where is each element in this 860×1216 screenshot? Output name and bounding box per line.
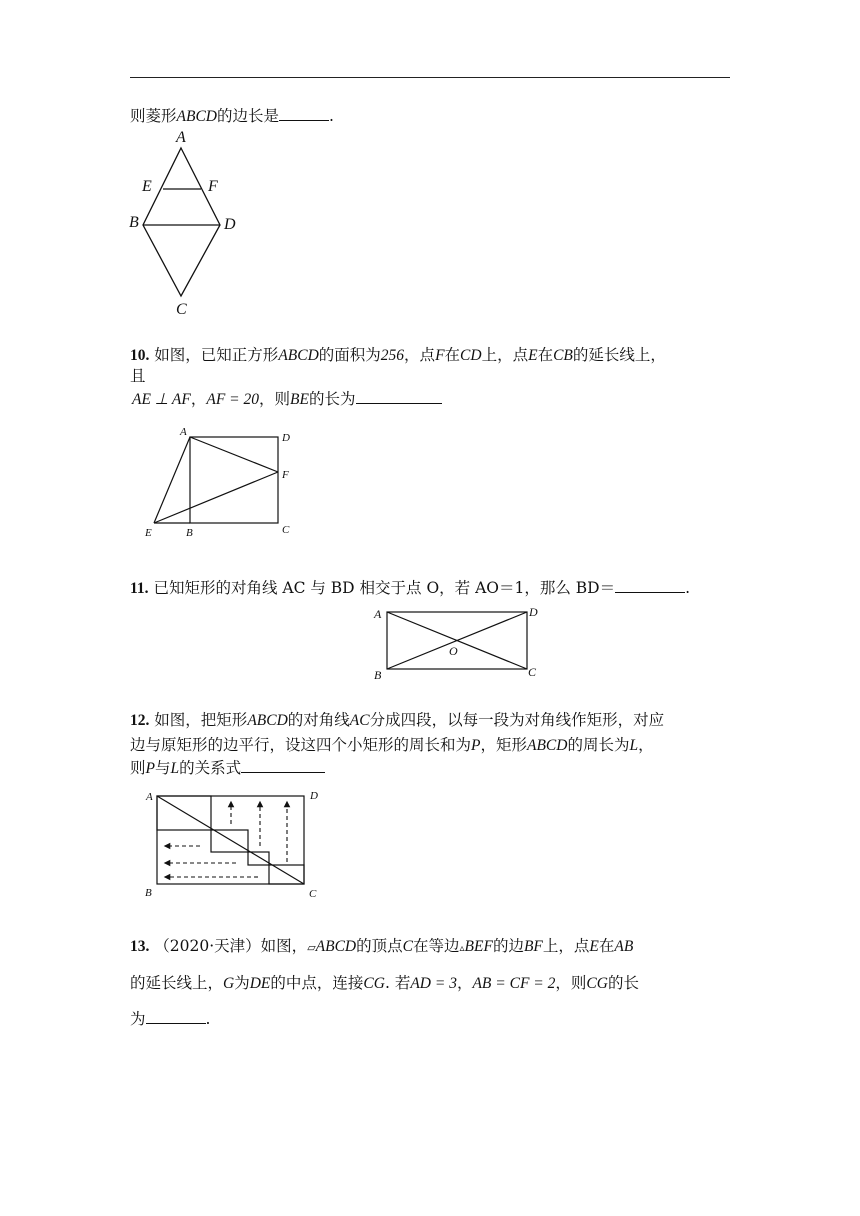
small-rect-2 [211, 830, 248, 852]
small-rect-3 [248, 852, 269, 865]
label-c: C [309, 888, 317, 900]
q11-answer-blank[interactable] [615, 578, 685, 593]
q10-line-1 [130, 345, 666, 366]
q12-text-1: 如图，把矩形 [149, 711, 248, 729]
q10-cond-2: AF = 20 [206, 391, 260, 408]
q10-text-1: 如图，已知正方形 [149, 346, 279, 364]
q12-text-9: 与 [154, 759, 171, 777]
label-b: B [374, 668, 382, 682]
q11-text: 已知矩形的对角线 AC 与 BD 相交于点 O，若 AO＝1，那么 BD＝ [148, 579, 616, 597]
q13-text-2: 的顶点 [356, 937, 403, 955]
label-a: A [180, 426, 187, 438]
q11-end: . [685, 579, 691, 597]
label-b: B [129, 214, 139, 231]
q13-de: DE [249, 975, 271, 992]
q12-text-6: 的周长为 [567, 736, 630, 754]
q12-text-7: ， [638, 736, 654, 754]
q12-text-8: 则 [130, 759, 146, 777]
label-a: A [374, 607, 382, 621]
q13-g: G [223, 975, 235, 992]
q10-sep: ， [190, 390, 207, 408]
q12-text-4: 边与原矩形的边平行，设这四个小矩形的周长和为 [130, 736, 472, 754]
q10-text-5: 上，点 [481, 346, 529, 364]
q9-tail [130, 106, 334, 127]
q13-answer-blank[interactable] [146, 1009, 206, 1024]
q12-l: L [629, 737, 639, 754]
q13-c: C [402, 938, 413, 955]
q10-text-8: ，则 [259, 390, 291, 408]
label-e: E [142, 178, 152, 195]
q13-cond-2: AB = CF = 2 [472, 975, 556, 992]
q10-square-figure [140, 425, 310, 540]
q10-abcd: ABCD [278, 347, 319, 364]
label-e: E [145, 527, 152, 539]
q10-cond-1: AE ⊥ AF [132, 391, 191, 408]
q13-text-6: 在 [598, 937, 615, 955]
q12-ac: AC [349, 712, 370, 729]
q10-f: F [435, 347, 445, 364]
q12-number: 12. [130, 712, 150, 729]
q12-text-3: 分成四段，以每一段为对角线作矩形，对应 [369, 711, 665, 729]
label-c: C [282, 524, 290, 536]
q13-text-9: 的中点，连接 [270, 974, 364, 992]
q9-text-2: 的边长是 [216, 107, 279, 125]
q13-cond-1: AD = 3 [410, 975, 457, 992]
q10-text-4: 在 [444, 346, 461, 364]
q13-text-11: ， [456, 974, 473, 992]
q10-be: BE [290, 391, 309, 408]
label-f: F [282, 469, 289, 481]
q10-area: 256 [380, 347, 405, 364]
q10-line-2 [130, 366, 146, 386]
q10-text-3: ，点 [404, 346, 436, 364]
label-a: A [146, 791, 153, 803]
label-o: O [449, 644, 458, 658]
q13-text-7: 的延长线上， [130, 974, 224, 992]
parallelogram-symbol-icon: ▱ [307, 941, 316, 954]
q11-line [130, 578, 690, 599]
q13-text-12: ，则 [555, 974, 587, 992]
q13-text-13: 的长 [607, 974, 639, 992]
q10-cb: CB [553, 347, 573, 364]
q13-bf: BF [523, 938, 543, 955]
q12-line-1 [130, 710, 664, 731]
q12-text-10: 的关系式 [179, 759, 242, 777]
q13-text-10: . 若 [384, 974, 411, 992]
q13-cg-2: CG [586, 975, 608, 992]
q13-line-2 [130, 973, 639, 994]
q9-end: . [329, 107, 334, 125]
q10-answer-blank[interactable] [356, 389, 442, 404]
q13-text-4: 的边 [492, 937, 524, 955]
q13-end: . [205, 1010, 211, 1028]
q10-e: E [528, 347, 538, 364]
q9-answer-blank[interactable] [279, 106, 329, 121]
q9-text: 则菱形 [130, 107, 177, 125]
q12-abcd-2: ABCD [527, 737, 568, 754]
q9-abcd: ABCD [176, 108, 217, 125]
q12-l-2: L [170, 760, 180, 777]
q12-p: P [471, 737, 481, 754]
label-b: B [186, 527, 193, 539]
q10-text-7: 的延长线上， [572, 346, 666, 364]
q12-line-3 [130, 758, 325, 779]
label-d: D [529, 605, 538, 619]
q10-cd: CD [460, 347, 482, 364]
q12-p-2: P [145, 760, 155, 777]
label-a: A [176, 129, 186, 146]
q12-rectangles-figure [140, 786, 340, 901]
q11-number: 11. [130, 580, 149, 597]
rhombus-abcd [143, 148, 220, 296]
label-c: C [176, 301, 187, 318]
q13-cg: CG [363, 975, 385, 992]
q12-abcd: ABCD [247, 712, 288, 729]
q9-rhombus-figure [120, 128, 240, 318]
q10-line-3 [132, 389, 442, 410]
label-d: D [282, 432, 290, 444]
q13-ab: AB [614, 938, 634, 955]
q12-text-5: ，矩形 [480, 736, 527, 754]
q10-number: 10. [130, 347, 150, 364]
label-d: D [224, 216, 236, 233]
q13-line-1 [130, 936, 633, 959]
q13-text-3: 在等边 [412, 937, 460, 955]
label-d: D [310, 790, 318, 802]
q11-rectangle-figure [365, 602, 545, 682]
q10-text-9: 的长为 [308, 390, 356, 408]
q13-text-5: 上，点 [542, 937, 590, 955]
q13-bef: BEF [464, 938, 493, 955]
square-abcd [190, 437, 278, 523]
q10-text-line2: 且 [130, 367, 146, 385]
q12-answer-blank[interactable] [241, 758, 325, 773]
header-rule [130, 77, 730, 78]
q13-text-1: （2020·天津）如图， [149, 937, 308, 955]
label-f: F [208, 178, 218, 195]
triangle-symbol-icon: ▵ [459, 943, 465, 954]
q10-text-2: 的面积为 [318, 346, 381, 364]
q13-text-8: 为 [234, 974, 250, 992]
q13-line-3 [130, 1009, 210, 1029]
segment-af [190, 437, 278, 472]
label-b: B [145, 887, 152, 899]
q13-text-14: 为 [130, 1010, 146, 1028]
q13-number: 13. [130, 938, 150, 955]
q13-abcd: ABCD [315, 938, 357, 955]
q12-line-2 [130, 735, 654, 756]
q10-text-6: 在 [537, 346, 554, 364]
q13-e: E [589, 938, 599, 955]
q12-text-2: 的对角线 [287, 711, 350, 729]
label-c: C [528, 665, 537, 679]
